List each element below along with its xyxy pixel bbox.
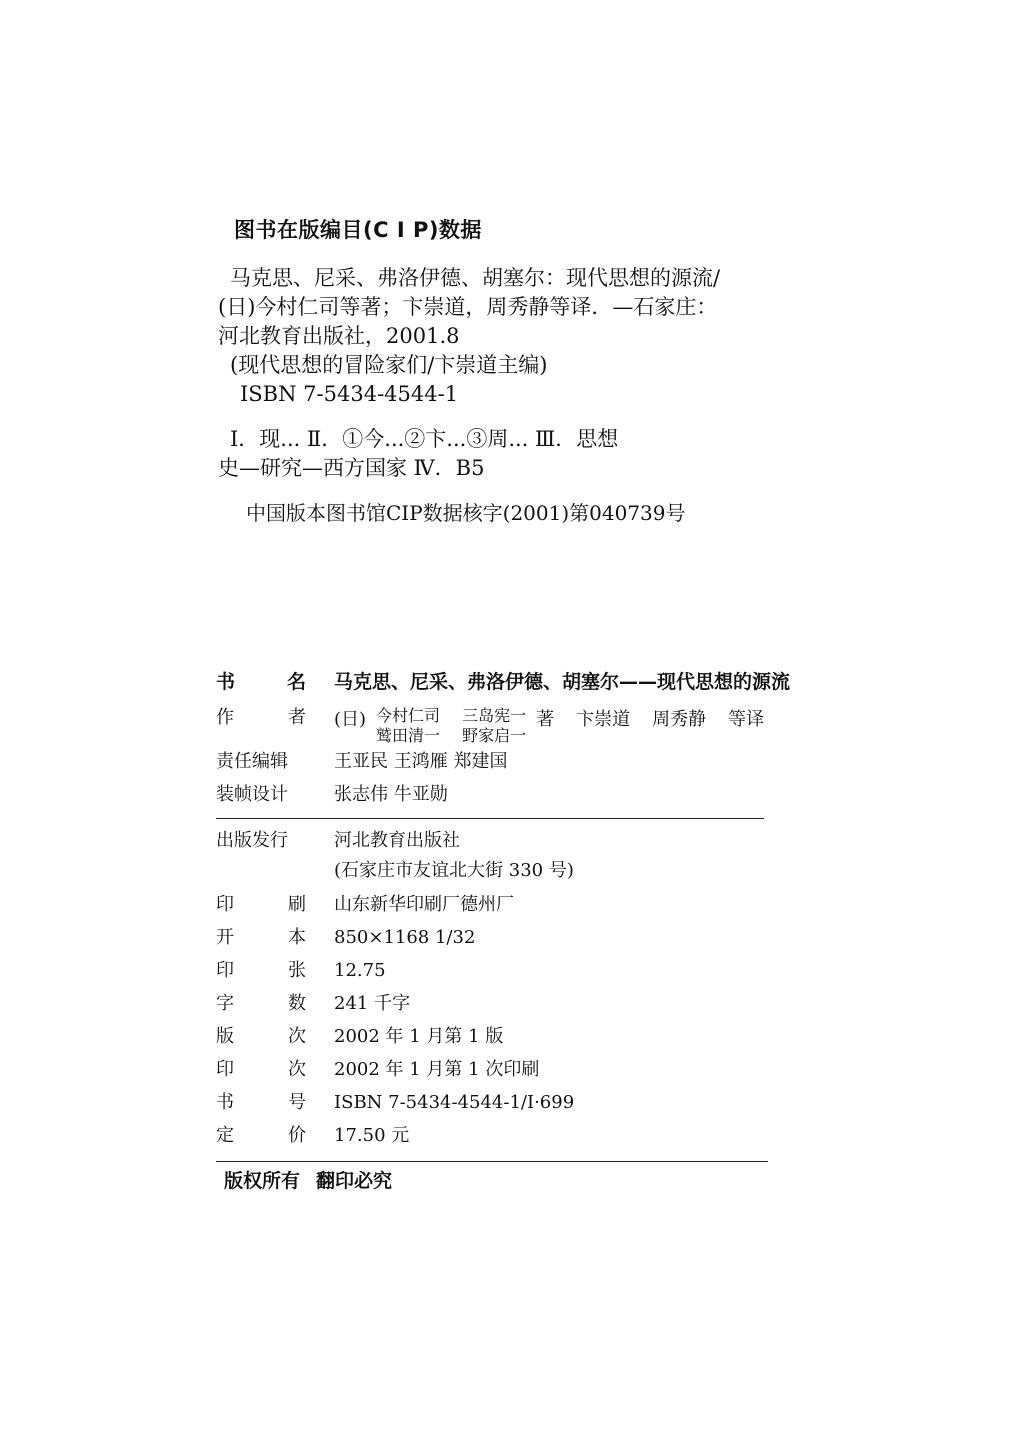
spec-value: 2002 年 1 月第 1 次印刷	[334, 1059, 540, 1080]
author-label: 作 者	[216, 707, 306, 728]
colophon-table	[216, 670, 836, 1193]
spec-label: 字 数	[216, 993, 306, 1014]
spec-value: ISBN 7-5434-4544-1/I·699	[334, 1092, 575, 1113]
spec-value: 850×1168 1/32	[334, 927, 476, 948]
author-name: 野家启一	[462, 726, 527, 745]
cip-entry-line: (日)今村仁司等著；卞崇道，周秀静等译．—石家庄：	[218, 295, 718, 319]
publisher-row	[216, 829, 836, 859]
translator-group	[536, 706, 764, 732]
author-value	[334, 706, 836, 750]
publisher-address: (石家庄市友谊北大街 330 号)	[334, 860, 574, 881]
spec-row	[216, 992, 836, 1025]
cip-number: 中国版本图书馆CIP数据核字(2001)第040739号	[246, 501, 686, 525]
author-row	[216, 706, 836, 750]
author-nationality: (日)	[334, 709, 367, 730]
publisher-value: 河北教育出版社	[334, 830, 460, 851]
spec-label: 印 次	[216, 1059, 306, 1080]
author-names	[376, 706, 526, 746]
designers-label: 装帧设计	[216, 784, 288, 805]
spec-row	[216, 926, 836, 959]
editors-label: 责任编辑	[216, 751, 288, 772]
translator-name: 卞崇道	[576, 709, 631, 730]
spec-label: 定 价	[216, 1125, 306, 1146]
spec-row	[216, 893, 836, 926]
spec-row	[216, 1058, 836, 1091]
spec-label: 印 张	[216, 960, 306, 981]
copyright-text: 翻印必究	[316, 1170, 393, 1192]
spec-value: 12.75	[334, 960, 386, 981]
author-name: 三岛宪一	[462, 706, 527, 725]
cip-heading: 图书在版编目(C I P)数据	[234, 218, 482, 242]
title-row	[216, 670, 836, 706]
spec-value: 241 千字	[334, 993, 411, 1014]
author-name: 今村仁司	[376, 706, 441, 725]
cip-entry-line: 河北教育出版社，2001.8	[218, 324, 460, 348]
editors-row	[216, 750, 836, 783]
translator-name: 周秀静	[652, 709, 707, 730]
spec-label: 书 号	[216, 1092, 306, 1113]
cip-entry	[218, 264, 778, 409]
divider	[216, 818, 764, 819]
cip-class-line: Ⅰ．现... Ⅱ．①今...②卞...③周... Ⅲ．思想	[230, 427, 619, 451]
title-label: 书 名	[216, 671, 306, 693]
copyright-notice	[216, 1166, 836, 1193]
cip-entry-line: 马克思、尼采、弗洛伊德、胡塞尔：现代思想的源流/	[230, 266, 721, 290]
spec-label: 印 刷	[216, 894, 306, 915]
spec-value: 17.50 元	[334, 1125, 410, 1146]
translator-role: 等译	[728, 709, 765, 730]
designers-row	[216, 783, 836, 816]
divider	[216, 1161, 768, 1162]
spec-label: 开 本	[216, 927, 306, 948]
cip-isbn-line: ISBN 7-5434-4544-1	[240, 382, 459, 406]
spec-label: 版 次	[216, 1026, 306, 1047]
designers-value: 张志伟 牛亚勋	[334, 784, 448, 805]
book-title: 马克思、尼采、弗洛伊德、胡塞尔——现代思想的源流	[334, 671, 791, 693]
spec-value: 山东新华印刷厂德州厂	[334, 894, 514, 915]
copyright-text: 版权所有	[224, 1170, 301, 1192]
publisher-address-row	[216, 859, 836, 893]
cip-entry-line: (现代思想的冒险家们/卞崇道主编)	[230, 353, 548, 377]
cip-class-line: 史—研究—西方国家 Ⅳ．B5	[218, 456, 485, 480]
cip-classification	[218, 425, 778, 483]
spec-row	[216, 959, 836, 992]
spec-row	[216, 1124, 836, 1157]
cip-block	[218, 214, 778, 526]
spec-value: 2002 年 1 月第 1 版	[334, 1026, 504, 1047]
spec-row	[216, 1025, 836, 1058]
author-name: 鹫田清一	[376, 726, 441, 745]
editors-value: 王亚民 王鸿雁 郑建国	[334, 751, 508, 772]
author-role: 著	[536, 709, 555, 730]
spec-row	[216, 1091, 836, 1124]
publisher-label: 出版发行	[216, 830, 288, 851]
